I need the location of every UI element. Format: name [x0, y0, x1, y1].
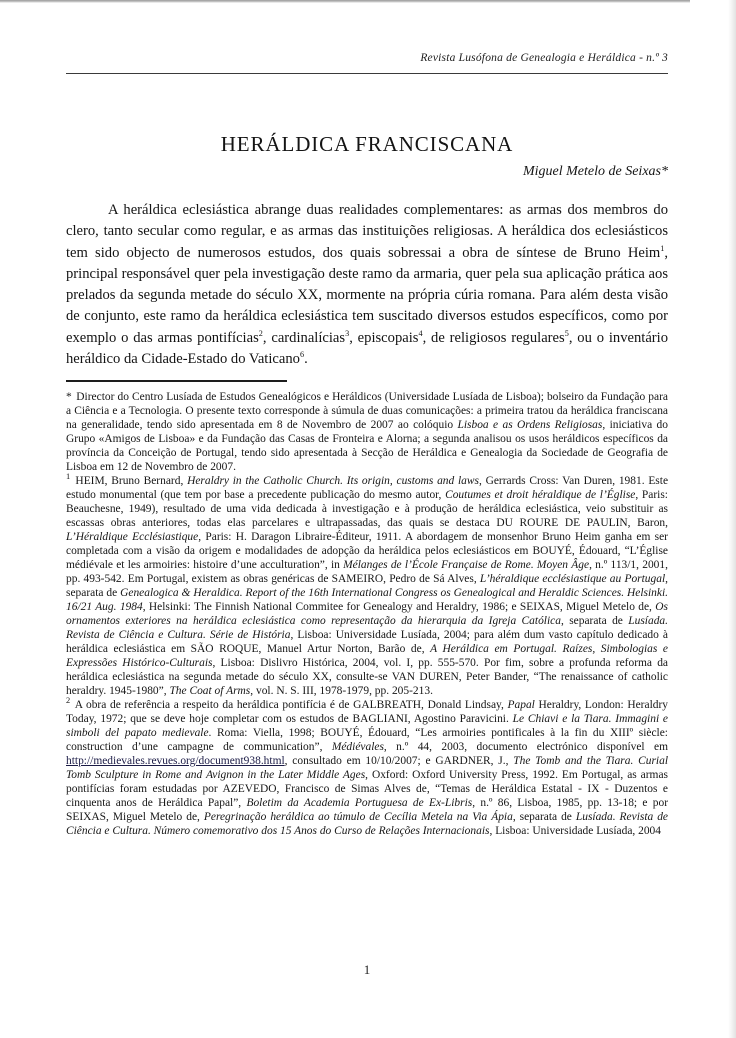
running-head: Revista Lusófona de Genealogia e Heráldica - n.º 3: [420, 52, 668, 64]
footnote-reference-marker[interactable]: 3: [345, 328, 350, 338]
footnote-reference-marker[interactable]: 5: [564, 328, 569, 338]
text-run: , ou o inventário heráldico da Cidade-Estado do Vaticano: [66, 329, 669, 368]
footnote-reference-marker[interactable]: 1: [660, 243, 665, 253]
italic-title-text: Papal: [507, 699, 535, 711]
footnote-reference-marker[interactable]: 2: [258, 328, 263, 338]
italic-title-text: Le Chiavi e la Tiara. Immagini e simboli del papato medievale: [66, 713, 669, 739]
text-run: , episcopais: [349, 329, 419, 346]
text-run: , Lisboa: Universidade Lusíada, 2004: [489, 825, 661, 837]
text-run: . Roma: Viella, 1998; BOUYÉ, Édouard, “Les armoiries pontificales à la fin du XIIIº siècle: construction d’une campagne de communication”,: [66, 727, 668, 753]
text-run: , Lisboa: Universidade Lusíada, 2004; para além dum vasto capítulo dedicado à heráldica eclesiástica em SÃO ROQUE, Manuel Artur Norton, Barão de,: [66, 629, 668, 655]
text-run: , Gerrards Cross: Van Duren, 1981. Este estudo monumental (que tem por base a precedente publicação do mesmo autor,: [66, 475, 669, 501]
footnotes-block: [66, 390, 668, 838]
italic-title-text: The Coat of Arms: [169, 685, 251, 697]
italic-title-text: L’héraldique ecclésiastique au Portugal: [479, 573, 666, 585]
text-run: .: [304, 351, 308, 368]
italic-title-text: Médiévales: [331, 741, 384, 753]
author-byline: Miguel Metelo de Seixas*: [522, 164, 668, 179]
page-title: HERÁLDICA FRANCISCANA: [220, 132, 514, 157]
text-run: Heraldry, London: Heraldry Today, 1972; que se deve hoje completar com os estudos de BAGLIANI, Agostino Paravicini.: [66, 699, 668, 725]
footnote-marker: 1: [66, 472, 71, 482]
text-run: , Oxford: Oxford University Press, 1992. Em Portugal, as armas pontifícias foram estudadas por AZEVEDO, Francisco de Simas Alves de, “Temas de Heráldica Estatal - IX - Duzentos e cinquenta anos de Heráldica Papal”,: [66, 769, 668, 809]
italic-title-text: Lusíada. Revista de Ciência e Cultura. Número comemorativo dos 15 Anos do Curso de Relações Internacionais: [66, 811, 668, 837]
italic-title-text: Os ornamentos exteriores na heráldica eclesiástica como representação da hierarquia da Igreja Católica: [66, 601, 668, 627]
text-run: Director do Centro Lusíada de Estudos Genealógicos e Heráldicos (Universidade Lusíada de Lisboa); bolseiro da Fundação para a Ciência e a Tecnologia. O presente texto corresponde à súmula de duas comunicações: a primeira tratou da heráldica franciscana na generalidade, tendo sido apresentada em 8 de Novembro de 2007 ao colóquio: [66, 391, 668, 431]
footnote-entry: [66, 390, 668, 474]
footnote-reference-marker[interactable]: 4: [418, 328, 423, 338]
text-run: , n.º 86, Lisboa, 1985, pp. 13-18; e por SEIXAS, Miguel Metelo de,: [66, 797, 669, 823]
text-run: , separata de: [66, 573, 668, 599]
text-run: , Helsinki: The Finnish National Commitee for Genealogy and Heraldry, 1986; e SEIXAS, Miguel Metelo de,: [142, 601, 656, 613]
footnote-marker: *: [66, 391, 72, 403]
text-run: , n.º 44, 2003, documento electrónico disponível em: [383, 741, 668, 753]
text-run: , n.º 113/1, 2001, pp. 493-542. Em Portugal, existem as obras genéricas de SAMEIRO, Pedro de Sá Alves,: [66, 559, 668, 585]
italic-title-text: Lisboa e as Ordens Religiosas: [457, 419, 603, 431]
external-link[interactable]: http://medievales.revues.org/document938.html: [66, 755, 285, 767]
text-run: A heráldica eclesiástica abrange duas realidades complementares: as armas dos membros do clero, tanto secular como regular, e as armas das instituições religiosas. A heráldica dos eclesiásticos tem sido objecto de numerosos estudos, dos quais sobressai a obra de síntese de Bruno Heim: [66, 202, 668, 261]
footnote-entry: [66, 698, 668, 838]
text-run: , Lisboa: Dislivro Histórica, 2004, vol. I, pp. 555-570. Por fim, sobre a profunda reforma da heráldica eclesiástica na segunda metade do século XX, consulte-se VAN DUREN, Peter Bander, “The renaissance of catholic heraldry. 1945-1980”,: [66, 657, 668, 697]
footnote-separator-rule: [66, 380, 287, 382]
text-run: , vol. N. S. III, 1978-1979, pp. 205-213.: [250, 685, 433, 697]
italic-title-text: The Tomb and the Tiara. Curial Tomb Sculpture in Rome and Avignon in the Later Middle Ages: [66, 755, 668, 781]
text-run: , iniciativa do Grupo «Amigos de Lisboa» e da Fundação das Casas de Fronteira e Alorna; a segunda analisou os usos heráldicos específicos da província da Conceição de Portugal, tendo sido apresentada à Secção de Heráldica e Genealogia da Sociedade de Geografia de Lisboa em 12 de Novembro de 2007.: [66, 419, 668, 473]
italic-title-text: Mélanges de l’École Française de Rome. Moyen Âge: [343, 559, 590, 571]
text-run: , separata de: [512, 811, 576, 823]
page-right-edge-shadow: [728, 0, 736, 1038]
page-number: 1: [363, 962, 371, 977]
italic-title-text: Genealogica & Heraldica. Report of the 16th International Congress os Genealogical and Heraldic Sciences. Helsinki. 16/21 Aug. 1984: [66, 587, 668, 613]
footnote-marker: 2: [66, 696, 71, 706]
footnote-entry: [66, 474, 668, 698]
italic-title-text: Lusíada. Revista de Ciência e Cultura. Série de História: [66, 615, 668, 641]
footnote-reference-marker[interactable]: 6: [299, 350, 305, 360]
italic-title-text: Coutumes et droit héraldique de l’Église: [445, 489, 636, 501]
text-run: , Paris: H. Daragon Libraire-Éditeur, 1911. A abordagem de monsenhor Bruno Heim ganha em ser completada com a visão da origem e modalidades de adopção da heráldica pelos eclesiásticos em BOUYÉ, Édouard, “L’Église médiévale et les armoiries: histoire d’une acculturation”, in: [66, 531, 668, 571]
body-paragraph: [66, 200, 668, 370]
italic-title-text: Peregrinação heráldica ao túmulo de Cecília Metela na Via Ápia: [203, 811, 513, 823]
text-run: , principal responsável quer pela investigação deste ramo da armaria, quer pela sua aplicação prática aos prelados da segunda metade do século XX, mormente na própria cúria romana. Para além desta visão de conjunto, este ramo da heráldica eclesiástica tem suscitado diversos estudos específicos, como por exemplo o das armas pontifícias: [66, 244, 668, 346]
text-run: HEIM, Bruno Bernard,: [71, 475, 188, 487]
text-run: , consultado em 10/10/2007; e GARDNER, J.,: [284, 755, 514, 767]
header-rule: [66, 73, 668, 74]
text-run: , cardinalícias: [262, 329, 346, 346]
text-run: , separata de: [560, 615, 629, 627]
text-run: , Paris: Beauchesne, 1949), resultado de uma vida dedicada à investigação e à produção de heráldica eclesiástica, veio substituir as escassas obras anteriores, todas elas parcelares e ultrapassadas, das quais se destaca DU ROURE DE PAULIN, Baron,: [66, 489, 668, 529]
text-run: , de religiosos regulares: [422, 329, 565, 346]
text-run: A obra de referência a respeito da heráldica pontifícia é de GALBREATH, Donald Lindsay,: [71, 699, 508, 711]
italic-title-text: A Heráldica em Portugal. Raízes, Simbologias e Expressões Histórico-Culturais: [66, 643, 668, 669]
italic-title-text: L’Héraldique Ecclésiastique: [66, 531, 199, 543]
italic-title-text: Boletim da Academia Portuguesa de Ex-Libris: [246, 797, 473, 809]
italic-title-text: Heraldry in the Catholic Church. Its origin, customs and laws: [187, 475, 479, 487]
